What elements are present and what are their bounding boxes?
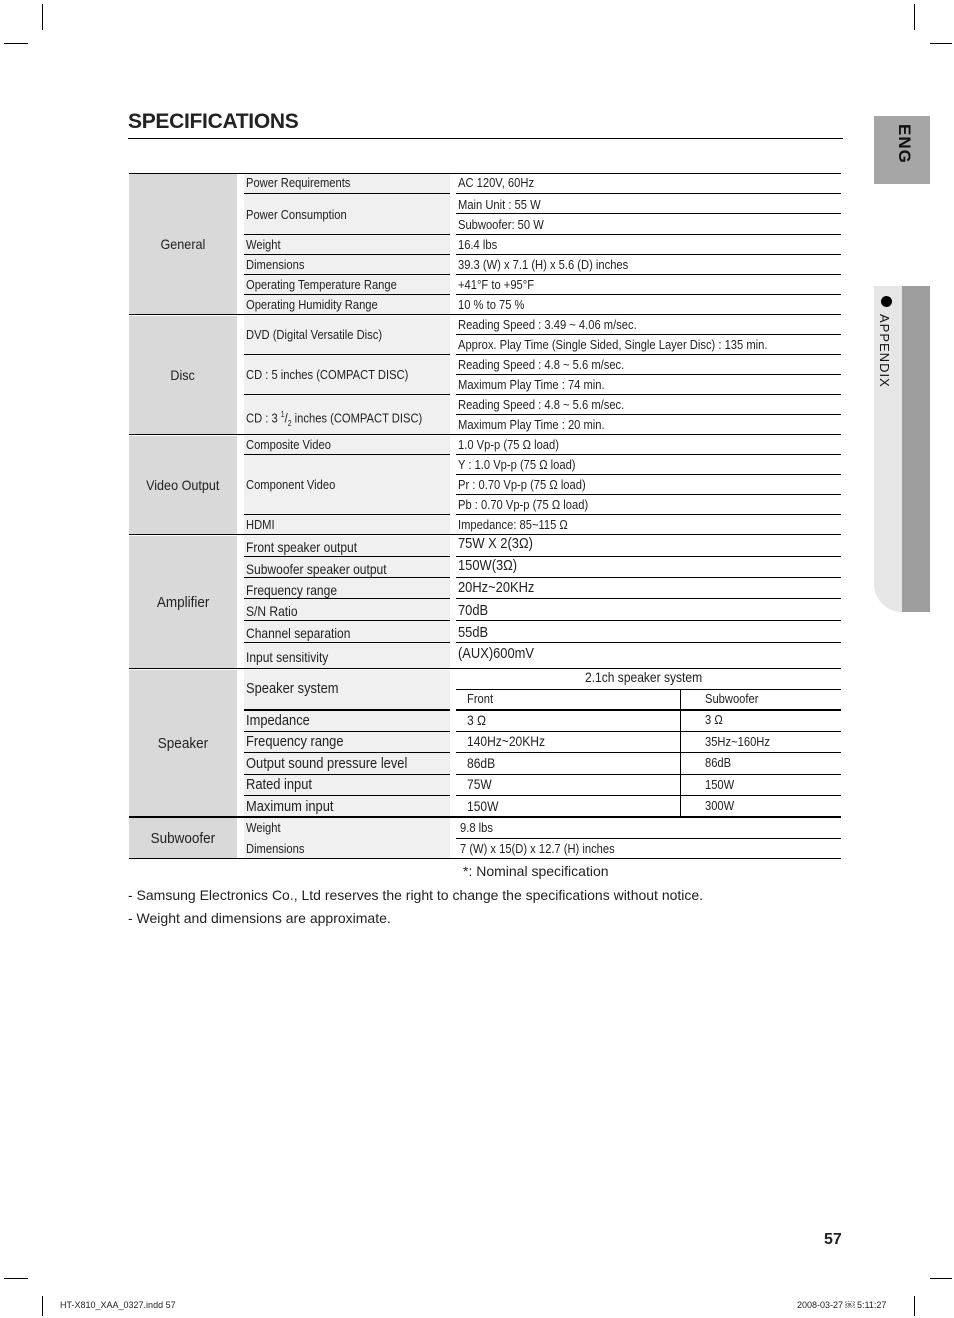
row-rule — [244, 454, 450, 455]
spec-value: 1.0 Vp-p (75 Ω load) — [458, 437, 559, 452]
language-tab-label: ENG — [895, 124, 914, 164]
row-rule — [244, 620, 450, 621]
row-rule — [456, 414, 841, 415]
row-rule — [456, 193, 841, 194]
spec-value: Reading Speed : 4.8 ~ 5.6 m/sec. — [458, 357, 625, 372]
spec-value: Subwoofer: 50 W — [458, 217, 544, 232]
row-rule — [456, 620, 841, 621]
spec-value: Pb : 0.70 Vp-p (75 Ω load) — [458, 497, 589, 512]
spec-value: Maximum Play Time : 20 min. — [458, 417, 605, 432]
spec-value: 10 % to 75 % — [458, 297, 525, 312]
spec-value: 3 Ω — [705, 712, 723, 727]
spec-value: 86dB — [467, 755, 496, 771]
category-amplifier: Amplifier — [129, 536, 237, 668]
cd3-label-part: CD : 3 — [246, 410, 281, 426]
category-disc: Disc — [129, 316, 237, 434]
language-tab — [874, 116, 930, 184]
row-rule — [456, 374, 841, 375]
section-rule — [129, 816, 841, 818]
category-speaker: Speaker — [129, 670, 237, 816]
nominal-note: *: Nominal specification — [463, 863, 609, 879]
row-rule — [456, 454, 841, 455]
row-rule — [456, 234, 841, 235]
row-rule — [244, 577, 450, 578]
crop-mark — [914, 1296, 915, 1316]
spec-value: Approx. Play Time (Single Sided, Single Layer Disc) : 135 min. — [458, 337, 768, 352]
spec-label: Frequency range — [246, 733, 344, 750]
spec-label: Subwoofer speaker output — [246, 561, 387, 577]
spec-label: Component Video — [246, 477, 336, 492]
crop-mark — [4, 43, 28, 44]
row-rule — [244, 274, 450, 275]
spec-value: 70dB — [458, 602, 489, 619]
section-tab-label: APPENDIX — [877, 314, 892, 388]
row-rule — [456, 394, 841, 395]
row-rule — [244, 294, 450, 295]
spec-value: AC 120V, 60Hz — [458, 175, 535, 190]
row-rule — [244, 354, 450, 355]
row-rule — [456, 213, 841, 214]
section-rule — [129, 434, 841, 435]
crop-mark — [914, 4, 915, 30]
spec-value: 16.4 lbs — [458, 237, 498, 252]
spec-label: DVD (Digital Versatile Disc) — [246, 327, 383, 342]
row-rule — [244, 514, 450, 515]
spec-value: 75W X 2(3Ω) — [458, 535, 533, 552]
spec-label: Dimensions — [246, 841, 305, 856]
row-rule — [456, 494, 841, 495]
crop-mark — [42, 4, 43, 30]
bullet-icon — [881, 296, 892, 307]
column-header-subwoofer: Subwoofer — [705, 691, 759, 706]
row-rule — [244, 731, 450, 732]
spec-label: S/N Ratio — [246, 603, 298, 619]
row-rule — [244, 774, 450, 775]
spec-label: HDMI — [246, 517, 275, 532]
row-rule — [456, 709, 841, 711]
section-tab-edge — [902, 286, 930, 612]
row-rule — [456, 689, 841, 690]
spec-value: Pr : 0.70 Vp-p (75 Ω load) — [458, 477, 586, 492]
category-subwoofer: Subwoofer — [129, 818, 237, 858]
spec-label: Operating Humidity Range — [246, 297, 378, 312]
spec-value: 150W — [467, 798, 499, 814]
row-rule — [244, 752, 450, 753]
section-rule — [129, 314, 841, 315]
spec-label: Maximum input — [246, 798, 334, 815]
spec-label: Power Consumption — [246, 207, 347, 222]
spec-value: 150W — [705, 777, 735, 792]
row-rule — [244, 795, 450, 796]
spec-value: 3 Ω — [467, 712, 487, 728]
spec-label: Input sensitivity — [246, 649, 329, 665]
title-rule — [128, 138, 843, 139]
row-rule — [456, 838, 841, 839]
row-rule — [456, 294, 841, 295]
row-rule — [244, 598, 450, 599]
spec-label: CD : 5 inches (COMPACT DISC) — [246, 367, 409, 382]
spec-value: 9.8 lbs — [460, 820, 493, 835]
cd3-fraction-denominator: 2 — [287, 418, 292, 428]
spec-label: Impedance — [246, 712, 310, 729]
row-rule — [244, 642, 450, 643]
spec-value: 86dB — [705, 755, 732, 770]
spec-label: Weight — [246, 237, 281, 252]
page-number: 57 — [824, 1231, 842, 1248]
row-rule — [244, 234, 450, 235]
row-rule — [456, 774, 841, 775]
row-rule — [244, 254, 450, 255]
spec-value: 20Hz~20KHz — [458, 579, 535, 596]
row-rule — [456, 577, 841, 578]
spec-label: Output sound pressure level — [246, 755, 408, 772]
row-rule — [456, 752, 841, 753]
spec-value: 39.3 (W) x 7.1 (H) x 5.6 (D) inches — [458, 257, 629, 272]
row-rule — [244, 556, 450, 557]
cd3-fraction-slash: / — [284, 410, 288, 426]
spec-value: 150W(3Ω) — [458, 557, 518, 574]
crop-mark — [930, 43, 952, 44]
cd3-label-part: inches (COMPACT DISC) — [291, 410, 423, 426]
spec-label: Rated input — [246, 776, 312, 793]
spec-label-cd3 — [246, 407, 422, 432]
category-video: Video Output — [129, 436, 237, 534]
row-rule — [456, 731, 841, 732]
spec-value: Reading Speed : 4.8 ~ 5.6 m/sec. — [458, 397, 625, 412]
spec-value: Main Unit : 55 W — [458, 197, 541, 212]
spec-value: 300W — [705, 798, 735, 813]
row-rule — [244, 193, 450, 194]
spec-value: Y : 1.0 Vp-p (75 Ω load) — [458, 457, 576, 472]
spec-label: Frequency range — [246, 582, 338, 598]
spec-label: Weight — [246, 820, 281, 835]
row-rule — [456, 334, 841, 335]
column-divider — [680, 690, 681, 816]
spec-label: Composite Video — [246, 437, 331, 452]
row-rule — [456, 642, 841, 643]
spec-value: 35Hz~160Hz — [705, 734, 770, 749]
spec-label: Operating Temperature Range — [246, 277, 397, 292]
row-rule — [456, 514, 841, 515]
spec-label: Channel separation — [246, 625, 351, 641]
speaker-system-header: 2.1ch speaker system — [585, 669, 703, 685]
table-top-rule — [129, 173, 841, 174]
table-bottom-rule — [129, 858, 841, 859]
spec-value: 75W — [467, 776, 492, 792]
spec-value: Impedance: 85~115 Ω — [458, 517, 568, 532]
disclaimer-note: - Weight and dimensions are approximate. — [128, 910, 391, 926]
spec-value: 55dB — [458, 624, 489, 641]
row-rule — [456, 254, 841, 255]
row-rule — [456, 354, 841, 355]
spec-value: 140Hz~20KHz — [467, 733, 545, 749]
footer-file-info: HT-X810_XAA_0327.indd 57 — [60, 1300, 176, 1310]
row-rule — [456, 795, 841, 796]
row-rule — [244, 709, 450, 711]
disclaimer-note: - Samsung Electronics Co., Ltd reserves the right to change the specifications without notice. — [128, 887, 704, 903]
category-general: General — [129, 174, 237, 314]
spec-value: 7 (W) x 15(D) x 12.7 (H) inches — [460, 841, 615, 856]
spec-value: Reading Speed : 3.49 ~ 4.06 m/sec. — [458, 317, 637, 332]
crop-mark — [930, 1278, 952, 1279]
row-rule — [244, 394, 450, 395]
crop-mark — [4, 1278, 28, 1279]
cd3-fraction-numerator: 1 — [280, 410, 285, 419]
spec-value: Maximum Play Time : 74 min. — [458, 377, 605, 392]
crop-mark — [42, 1296, 43, 1316]
spec-label: Dimensions — [246, 257, 305, 272]
section-rule — [129, 668, 841, 669]
spec-value: +41°F to +95°F — [458, 277, 535, 292]
row-rule — [456, 598, 841, 599]
spec-value: (AUX)600mV — [458, 645, 534, 662]
spec-label: Power Requirements — [246, 175, 351, 190]
row-rule — [456, 274, 841, 275]
column-header-front: Front — [467, 691, 494, 706]
footer-timestamp: 2008-03-27 ￼ 5:11:27 — [797, 1300, 887, 1310]
spec-label: Speaker system — [246, 680, 339, 697]
page-title: SPECIFICATIONS — [128, 110, 299, 133]
row-rule — [456, 474, 841, 475]
spec-label: Front speaker output — [246, 539, 358, 555]
